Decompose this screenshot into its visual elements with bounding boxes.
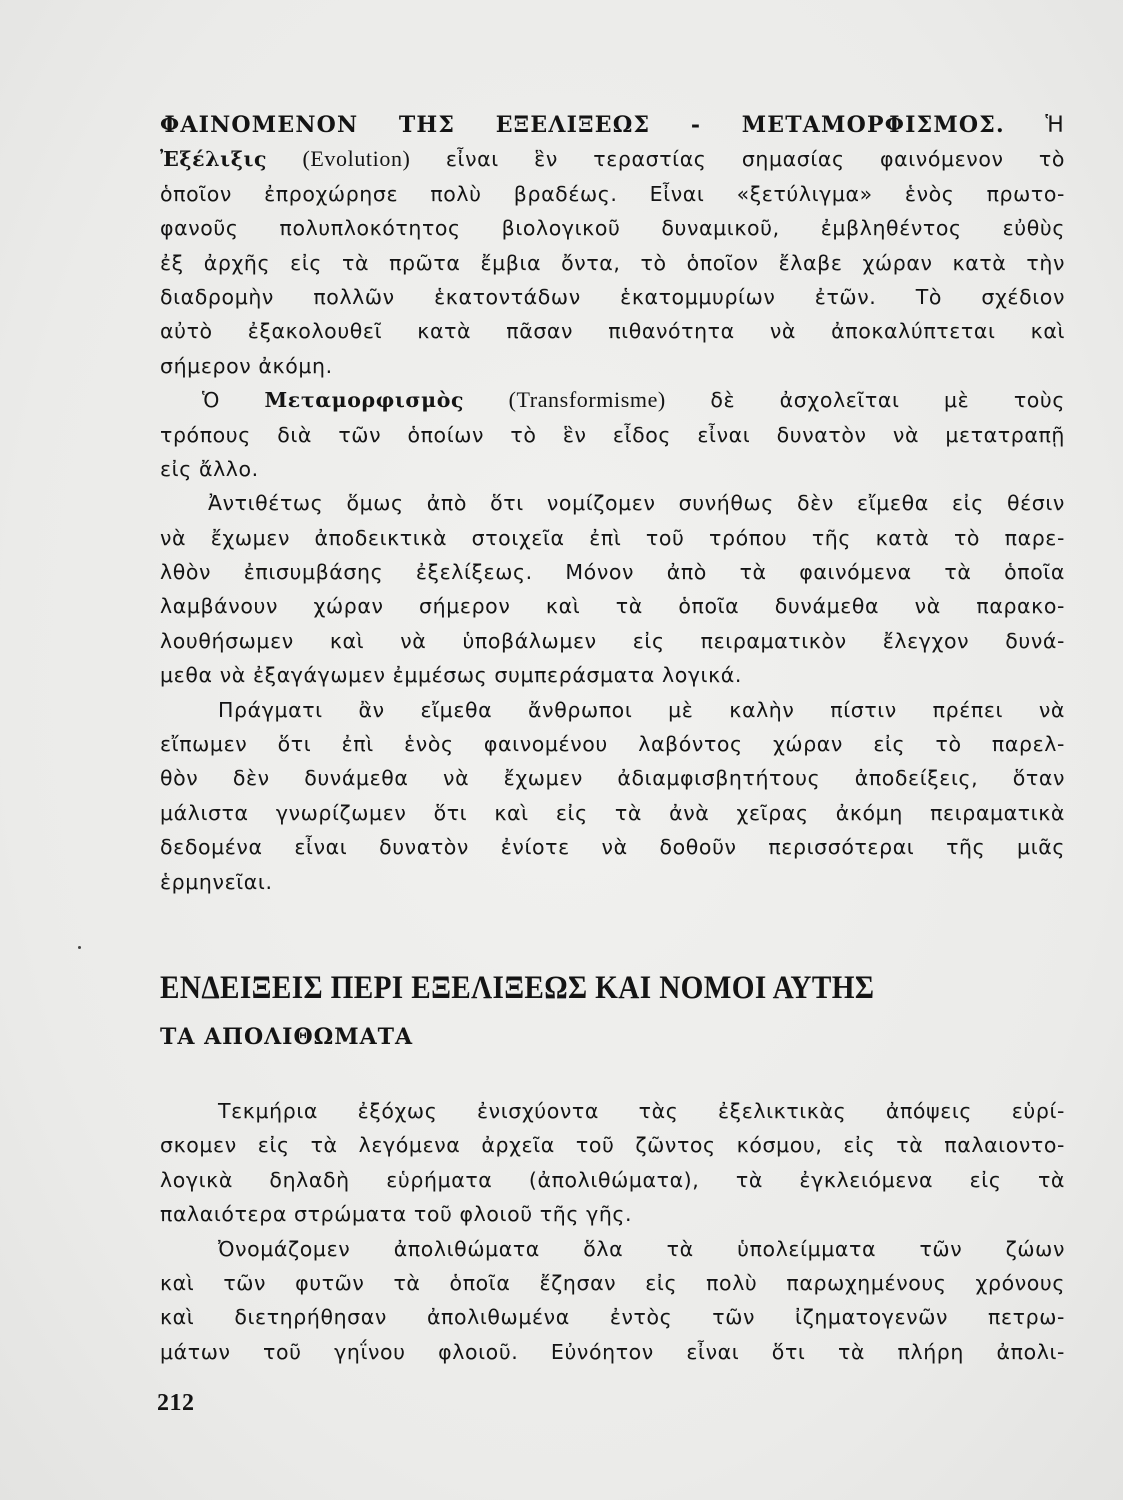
text-line: θὸν δὲν δυνάμεθα νὰ ἔχωμεν ἀδιαμφισβητήτους ἀποδείξεις, ὅταν: [160, 766, 1065, 791]
text-line: καὶ τῶν φυτῶν τὰ ὁποῖα ἔζησαν εἰς πολὺ παρωχημένους χρόνους: [160, 1270, 1065, 1295]
text-line: νὰ ἔχωμεν ἀποδεικτικὰ στοιχεῖα ἐπὶ τοῦ τρόπου τῆς κατὰ τὸ παρε-: [160, 525, 1065, 550]
text-line: δεδομένα εἶναι δυνατὸν ἐνίοτε νὰ δοθοῦν περισσότεραι τῆς μιᾶς: [160, 835, 1065, 860]
text-line: ἐξ ἀρχῆς εἰς τὰ πρῶτα ἔμβια ὄντα, τὸ ὁποῖον ἔλαβε χώραν κατὰ τὴν: [160, 250, 1065, 275]
text-line: σήμερον ἀκόμη.: [160, 353, 333, 378]
text-line: Τεκμήρια ἐξόχως ἐνισχύοντα τὰς ἐξελικτικὰς ἀπόψεις εὑρί-: [218, 1099, 1065, 1123]
paragraph2-lead: Ὁ: [202, 388, 220, 413]
text-line: Ὀνομάζομεν ἀπολιθώματα ὅλα τὰ ὑπολείμματα τῶν ζώων: [218, 1236, 1065, 1261]
paragraph1-heading-line: [160, 108, 1065, 142]
text-line: λογικὰ δηλαδὴ εὑρήματα (ἀπολιθώματα), τὰ ἐγκλειόμενα εἰς τὰ: [160, 1167, 1065, 1192]
text-line: μάτων τοῦ γηΐνου φλοιοῦ. Εὐνόητον εἶναι ὅτι τὰ πλήρη ἀπολι-: [160, 1339, 1065, 1364]
text-line: λθὸν ἐπισυμβάσης ἐξελίξεως. Μόνον ἀπὸ τὰ φαινόμενα τὰ ὁποῖα: [160, 560, 1065, 585]
paragraph2-line1-rest: δὲ ἀσχολεῖται μὲ τοὺς: [710, 388, 1065, 413]
upper-text-block: [160, 108, 1065, 899]
text-line: καὶ διετηρήθησαν ἀπολιθωμένα ἐντὸς τῶν ἰζηματογενῶν πετρω-: [160, 1305, 1065, 1330]
term-transformism-greek: Μεταμορφισμὸς: [264, 388, 465, 413]
text-line: διαδρομὴν πολλῶν ἑκατοντάδων ἑκατομμυρίων ἐτῶν. Τὸ σχέδιον: [160, 284, 1065, 309]
text-line: εἴπωμεν ὅτι ἐπὶ ἑνὸς φαινομένου λαβόντος χώραν εἰς τὸ παρελ-: [160, 732, 1065, 757]
term-evolution-greek: Ἐξέλιξις: [160, 147, 268, 172]
text-line: ὁποῖον ἐπροχώρησε πολὺ βραδέως. Εἶναι «ξετύλιγμα» ἑνὸς πρωτο-: [160, 181, 1065, 206]
text-line: αὐτὸ ἐξακολουθεῖ κατὰ πᾶσαν πιθανότητα νὰ ἀποκαλύπτεται καὶ: [160, 319, 1065, 344]
text-line: τρόπους διὰ τῶν ὁποίων τὸ ἓν εἶδος εἶναι δυνατὸν νὰ μετατραπῇ: [160, 422, 1065, 447]
text-line: ἑρμηνεῖαι.: [160, 869, 273, 894]
text-line: σκομεν εἰς τὰ λεγόμενα ἀρχεῖα τοῦ ζῶντος κόσμου, εἰς τὰ παλαιοντο-: [160, 1133, 1065, 1158]
text-line: εἰς ἄλλο.: [160, 456, 259, 481]
text-line: παλαιότερα στρώματα τοῦ φλοιοῦ τῆς γῆς.: [160, 1202, 633, 1227]
text-line: λουθήσωμεν καὶ νὰ ὑποβάλωμεν εἰς πειραματικὸν ἔλεγχον δυνά-: [160, 628, 1065, 653]
text-line: μεθα νὰ ἐξαγάγωμεν ἐμμέσως συμπεράσματα λογικά.: [160, 663, 743, 688]
text-line: λαμβάνουν χώραν σήμερον καὶ τὰ ὁποῖα δυνάμεθα νὰ παρακο-: [160, 594, 1065, 619]
paragraph1-line1-rest: εἶναι ἓν τεραστίας σημασίας φαινόμενον τὸ: [445, 147, 1065, 172]
lower-text-block: [160, 1094, 1065, 1369]
text-line: φανοῦς πολυπλοκότητος βιολογικοῦ δυναμικοῦ, ἐμβληθέντος εὐθὺς: [160, 216, 1065, 241]
text-line: Ἀντιθέτως ὅμως ἀπὸ ὅτι νομίζομεν συνήθως δὲν εἴμεθα εἰς θέσιν: [208, 491, 1065, 516]
paragraph1-line1: [160, 142, 1065, 176]
text-line: μάλιστα γνωρίζωμεν ὅτι καὶ εἰς τὰ ἀνὰ χεῖρας ἀκόμη πειραματικὰ: [160, 800, 1065, 825]
subsection-title: ΤΑ ΑΠΟΛΙΘΩΜΑΤΑ: [160, 1024, 414, 1050]
print-speck: [78, 946, 81, 949]
text-line: Πράγματι ἂν εἴμεθα ἄνθρωποι μὲ καλὴν πίστιν πρέπει νὰ: [218, 697, 1065, 722]
heading-tail: Ἡ: [1045, 113, 1065, 138]
heading-bold: ΦΑΙΝΟΜΕΝΟΝ ΤΗΣ ΕΞΕΛΙΞΕΩΣ - ΜΕΤΑΜΟΡΦΙΣΜΟΣ.: [160, 112, 1005, 138]
term-evolution-latin: (Evolution): [302, 146, 411, 172]
page-number: 212: [157, 1390, 195, 1416]
term-transformism-latin: (Transformisme): [508, 387, 666, 413]
section-title: ΕΝΔΕΙΞΕΙΣ ΠΕΡΙ ΕΞΕΛΙΞΕΩΣ ΚΑΙ ΝΟΜΟΙ ΑΥΤΗΣ: [160, 970, 875, 1006]
paragraph2-line1: [160, 383, 1065, 417]
